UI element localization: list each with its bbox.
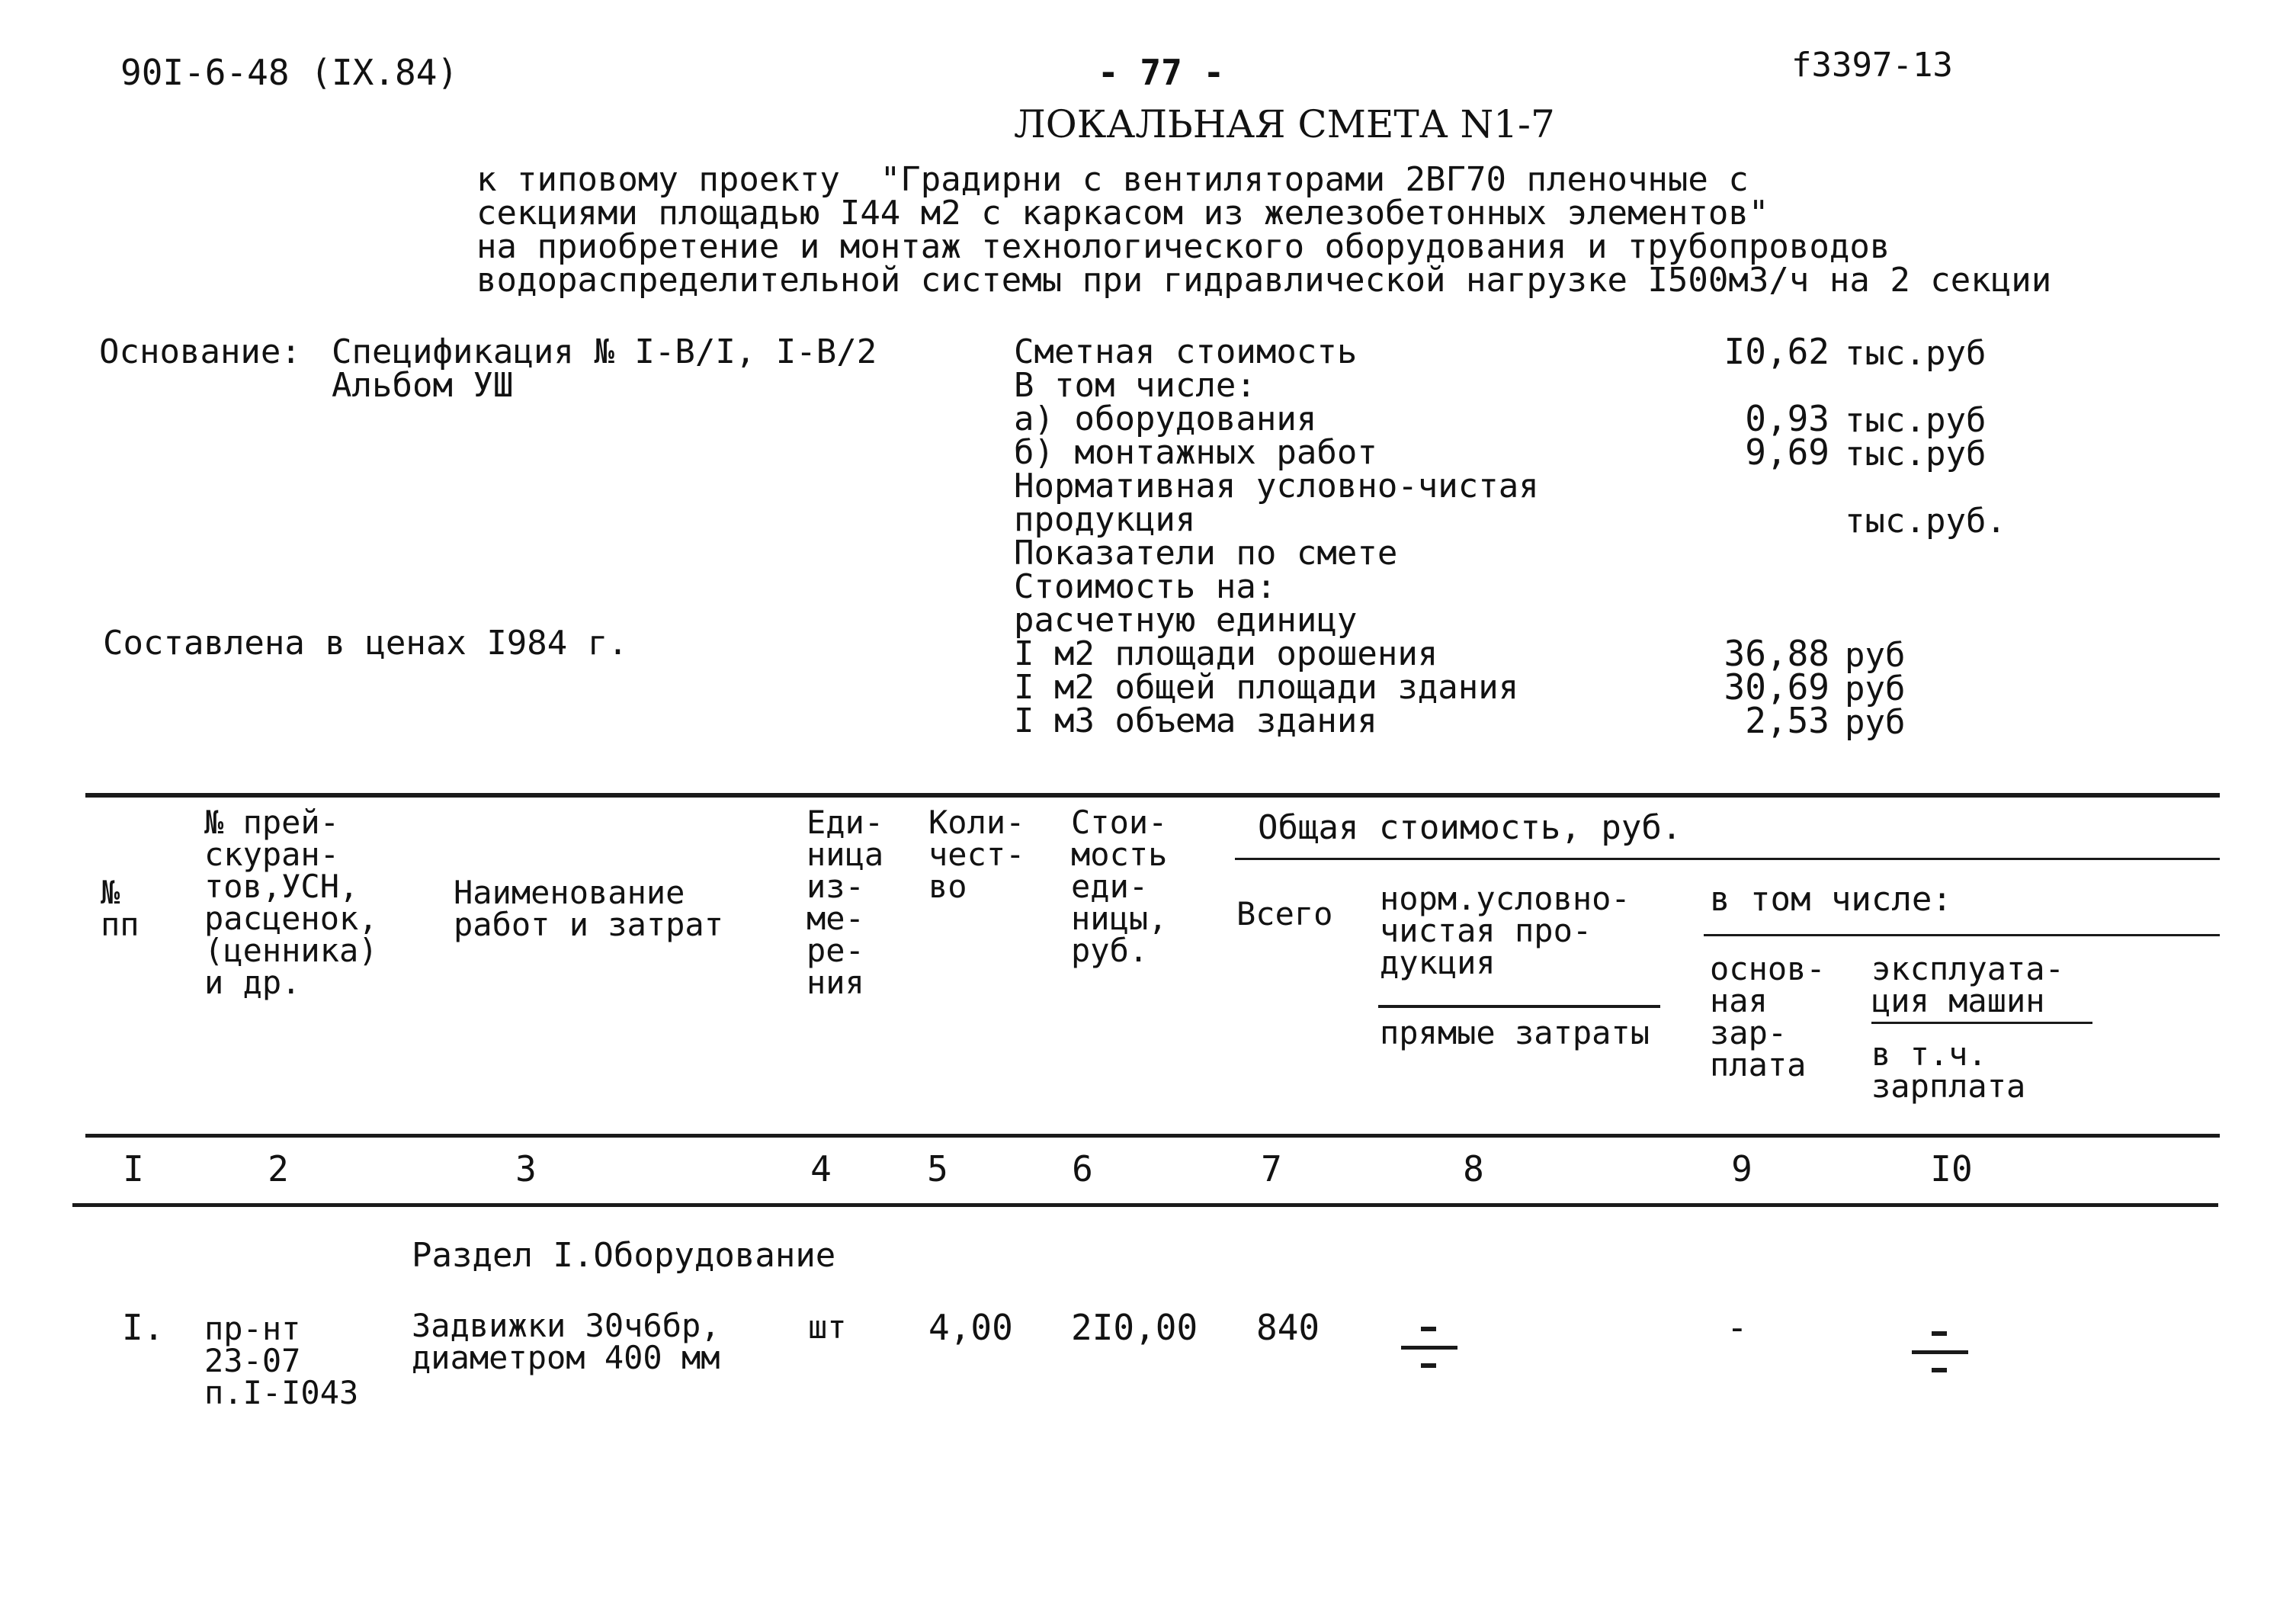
value-per-irrigation: 36,88 xyxy=(1724,633,1829,674)
summary-normative-1: Нормативная условно-чистая xyxy=(1014,467,1539,506)
header-col-qty: Коли- чест- во xyxy=(928,804,1025,905)
incl-header-rule xyxy=(1704,934,2220,936)
unit-per-building-volume: руб xyxy=(1845,703,1906,742)
header-including: в том числе: xyxy=(1710,880,1952,919)
unit-installation: тыс.руб xyxy=(1845,435,1987,473)
summary-cost-per: Стоимость на: xyxy=(1014,567,1277,606)
header-col-num: № пп xyxy=(101,874,139,943)
header-col-direct-costs: прямые затраты xyxy=(1380,1014,1650,1051)
header-col-normative: норм.условно- чистая про- дукция xyxy=(1380,880,1631,981)
value-equipment: 0,93 xyxy=(1745,398,1829,439)
column-number-3: 3 xyxy=(515,1148,537,1189)
row-pricelist-code: пр-нт 23-07 п.I-I043 xyxy=(204,1310,359,1411)
summary-including: В том числе: xyxy=(1014,366,1256,405)
column-number-8: 8 xyxy=(1463,1148,1484,1189)
value-installation: 9,69 xyxy=(1745,432,1829,473)
summary-equipment: а) оборудования xyxy=(1014,400,1317,438)
summary-estimated-cost: Сметная стоимость xyxy=(1014,332,1358,371)
column-number-6: 6 xyxy=(1072,1148,1093,1189)
subtitle-line-3: на приобретение и монтаж технологического оборудования и трубопроводов xyxy=(476,227,1890,266)
archive-number: f3397-13 xyxy=(1791,46,1953,85)
column-number-5: 5 xyxy=(927,1148,948,1189)
summary-calc-unit: расчетную единицу xyxy=(1014,601,1358,640)
subtitle-line-2: секциями площадью I44 м2 с каркасом из железобетонных элементов" xyxy=(476,194,1769,233)
basis-album: Альбом УШ xyxy=(332,366,514,405)
unit-equipment: тыс.руб xyxy=(1845,401,1987,440)
column-numbers-rule xyxy=(72,1203,2218,1207)
prices-note: Составлена в ценах I984 г. xyxy=(103,624,628,663)
col8-split-rule xyxy=(1378,1005,1660,1008)
unit-total: тыс.руб xyxy=(1845,334,1987,373)
summary-per-building-area: I м2 общей площади здания xyxy=(1014,668,1519,707)
row-base-salary: - xyxy=(1727,1307,1748,1348)
value-per-building-volume: 2,53 xyxy=(1745,700,1829,741)
column-number-2: 2 xyxy=(268,1148,289,1189)
unit-per-irrigation: руб xyxy=(1845,636,1906,675)
group-header-rule xyxy=(1235,858,2220,860)
value-total: I0,62 xyxy=(1724,331,1829,372)
row-col10-dash-fraction xyxy=(1906,1325,1974,1379)
header-bottom-rule xyxy=(85,1134,2220,1138)
summary-normative-2: продукция xyxy=(1014,500,1196,539)
row-number: I. xyxy=(122,1307,165,1348)
row-total: 840 xyxy=(1256,1307,1320,1348)
row-unit-cost: 2I0,00 xyxy=(1071,1307,1198,1348)
basis-specification: Спецификация № I-В/I, I-В/2 xyxy=(332,332,877,371)
summary-installation: б) монтажных работ xyxy=(1014,433,1377,472)
row-quantity: 4,00 xyxy=(928,1307,1013,1348)
header-col-unit-cost: Стои- мость еди- ницы, руб. xyxy=(1071,804,1168,969)
col10-split-rule xyxy=(1871,1022,2092,1024)
column-number-9: 9 xyxy=(1731,1148,1752,1189)
summary-per-irrigation: I м2 площади орошения xyxy=(1014,634,1438,673)
basis-label: Основание: xyxy=(99,332,301,371)
section-title: Раздел I.Оборудование xyxy=(412,1236,836,1275)
value-per-building-area: 30,69 xyxy=(1724,666,1829,708)
summary-per-building-volume: I м3 объема здания xyxy=(1014,701,1377,740)
table-top-rule xyxy=(85,793,2220,798)
header-col-pricelist: № прей- скуран- тов,УСН, расценок, (ценника) и др. xyxy=(204,804,378,1001)
header-col-machines: эксплуата- ция машин xyxy=(1871,950,2064,1019)
header-group-total-cost: Общая стоимость, руб. xyxy=(1258,808,1682,847)
document-code: 90I-6-48 (IX.84) xyxy=(120,52,459,93)
column-number-4: 4 xyxy=(810,1148,832,1189)
header-col-base-salary: основ- ная зар- плата xyxy=(1710,950,1826,1083)
column-number-7: 7 xyxy=(1261,1148,1282,1189)
column-number-1: I xyxy=(123,1148,144,1189)
unit-normative: тыс.руб. xyxy=(1845,502,2006,541)
header-col-name: Наименование работ и затрат xyxy=(454,874,724,943)
column-number-10: I0 xyxy=(1930,1148,1973,1189)
row-col8-dash-fraction xyxy=(1395,1321,1464,1374)
document-title: ЛОКАЛЬНАЯ СМЕТА N1-7 xyxy=(1014,102,1555,146)
row-name: Задвижки 30ч6бр, диаметром 400 мм xyxy=(412,1307,720,1376)
header-col-machines-salary: в т.ч. зарплата xyxy=(1871,1035,2026,1105)
unit-per-building-area: руб xyxy=(1845,669,1906,708)
header-col-total: Всего xyxy=(1236,895,1333,932)
subtitle-line-4: водораспределительной системы при гидравлической нагрузке I500м3/ч на 2 секции xyxy=(476,261,2052,300)
subtitle-line-1: к типовому проекту "Градирни с вентиляторами 2ВГ70 пленочные с xyxy=(476,160,1749,199)
header-col-unit: Еди- ница из- ме- ре- ния xyxy=(806,804,884,1001)
summary-indicators: Показатели по смете xyxy=(1014,534,1398,573)
row-unit: шт xyxy=(808,1308,847,1346)
page-number: - 77 - xyxy=(1098,52,1225,93)
